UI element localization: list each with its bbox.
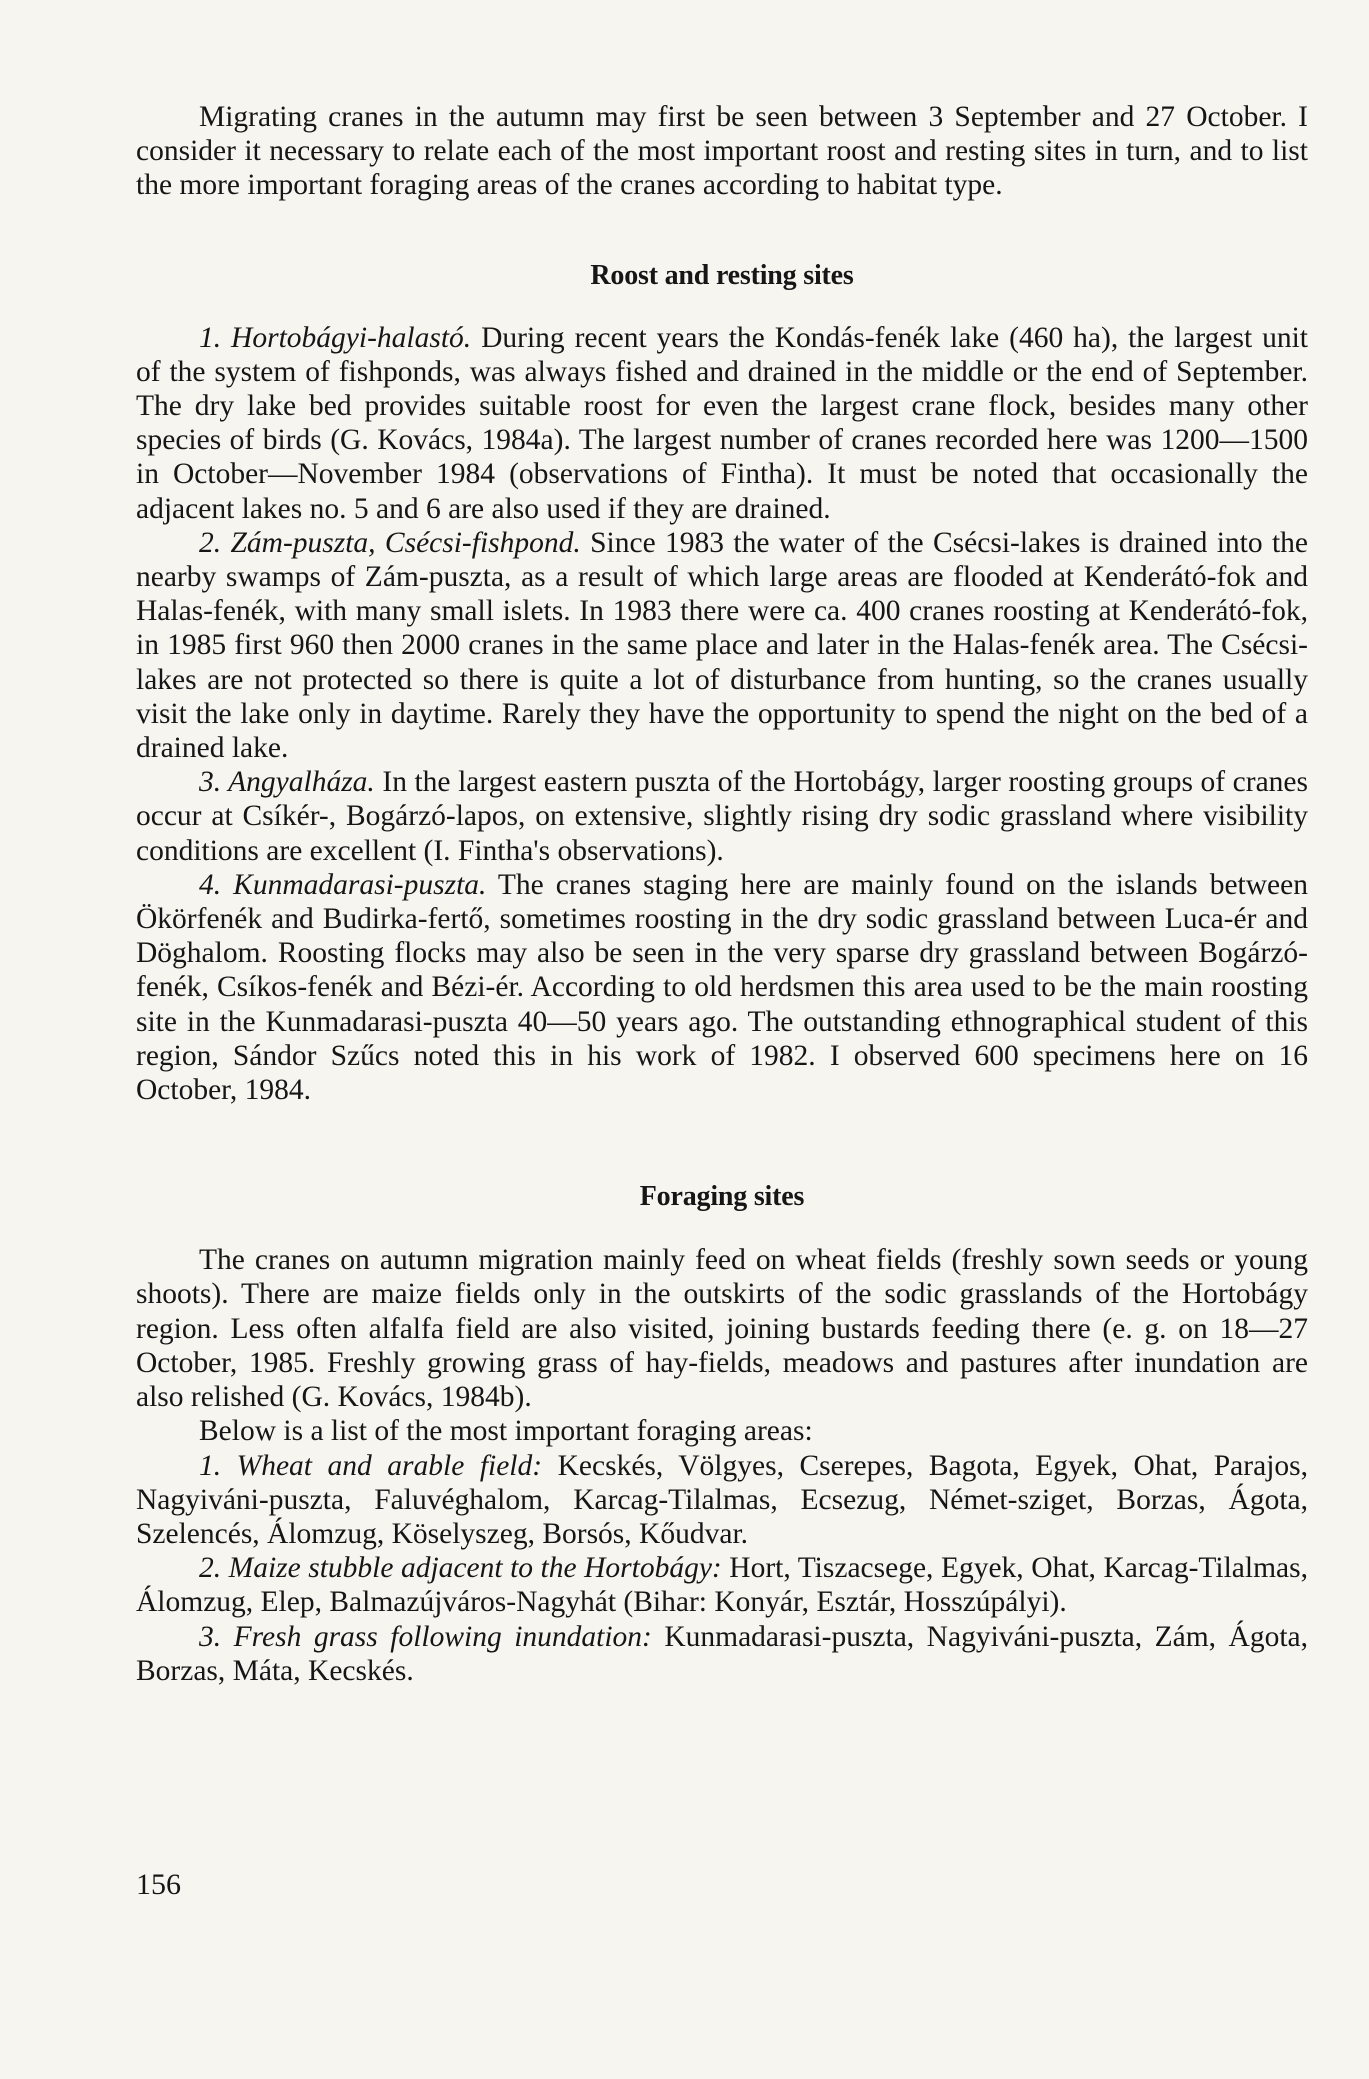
foraging-item-1-text: Kecskés, Völgyes, Cserepes, Bagota, Egyek, Ohat, Parajos, Nagyiváni-puszta, Faluvéghalom, Karcag-Tilalmas, Ecsezug, Német-sziget, Borzas, Ágota, Szelencés, Álomzug, Köselyszeg, Borsós, Kőudvar.	[136, 1449, 1308, 1550]
roost-item-2	[136, 526, 1308, 765]
roost-item-2-lead: 2. Zám-puszta, Csécsi-fishpond.	[199, 526, 581, 559]
foraging-heading: Foraging sites	[639, 1181, 805, 1213]
roost-item-3-text: In the largest eastern puszta of the Hortobágy, larger roosting groups of cranes occur at Csíkér-, Bogárzó-lapos, on extensive, slightly rising dry sodic grassland where visibility conditions are excellent (I. Fintha's observations).	[136, 766, 1308, 867]
foraging-item-3-text: Kunmadarasi-puszta, Nagyiváni-puszta, Zám, Ágota, Borzas, Máta, Kecskés.	[136, 1620, 1308, 1687]
foraging-item-2	[136, 1551, 1308, 1619]
page-number: 156	[136, 1868, 181, 1901]
roost-item-1-lead: 1. Hortobágyi-halastó.	[199, 321, 472, 354]
page-body	[136, 100, 1308, 1688]
foraging-item-3	[136, 1620, 1308, 1688]
roost-item-4-lead: 4. Kunmadarasi-puszta.	[199, 868, 487, 901]
foraging-list-intro: Below is a list of the most important foraging areas:	[199, 1415, 813, 1448]
roost-item-1-text: During recent years the Kondás-fenék lake (460 ha), the largest unit of the system of fishponds, was always fished and drained in the middle or the end of September. The dry lake bed provides suitable roost for even the largest crane flock, besides many other species of birds (G. Kovács, 1984a). The largest number of cranes recorded here was 1200—1500 in October—November 1984 (observations of Fintha). It must be noted that occasionally the adjacent lakes no. 5 and 6 are also used if they are drained.	[136, 321, 1309, 525]
roost-item-4	[136, 868, 1308, 1107]
foraging-item-3-lead: 3. Fresh grass following inundation:	[199, 1620, 652, 1653]
foraging-item-1	[136, 1449, 1308, 1552]
foraging-intro-paragraph: The cranes on autumn migration mainly feed on wheat fields (freshly sown seeds or young shoots). There are maize fields only in the outskirts of the sodic grasslands of the Hortobágy region. Less often alfalfa field are also visited, joining bustards feeding there (e. g. on 18—27 October, 1985. Freshly growing grass of hay-fields, meadows and pastures after inundation are also relished (G. Kovács, 1984b).	[136, 1244, 1308, 1414]
foraging-item-2-lead: 2. Maize stubble adjacent to the Hortobágy:	[199, 1552, 722, 1585]
foraging-item-1-lead: 1. Wheat and arable field:	[199, 1449, 543, 1482]
roost-item-3-lead: 3. Angyalháza.	[199, 766, 375, 799]
roost-item-2-text: Since 1983 the water of the Csécsi-lakes is drained into the nearby swamps of Zám-puszta, as a result of which large areas are flooded at Kenderátó-fok and Halas-fenék, with many small islets. In 1983 there were ca. 400 cranes roosting at Kenderátó-fok, in 1985 first 960 then 2000 cranes in the same place and later in the Halas-fenék area. The Csécsi-lakes are not protected so there is quite a lot of disturbance from hunting, so the cranes usually visit the lake only in daytime. Rarely they have the opportunity to spend the night on the bed of a drained lake.	[136, 526, 1308, 765]
roost-item-4-text: The cranes staging here are mainly found on the islands between Ökörfenék and Budirka-fertő, sometimes roosting in the dry sodic grassland between Luca-ér and Döghalom. Roosting flocks may also be seen in the very sparse dry grassland between Bogárzó-fenék, Csíkos-fenék and Bézi-ér. According to old herdsmen this area used to be the main roosting site in the Kunmadarasi-puszta 40—50 years ago. The outstanding ethnographical student of this region, Sándor Szűcs noted this in his work of 1982. I observed 600 specimens here on 16 October, 1984.	[136, 868, 1308, 1107]
intro-paragraph: Migrating cranes in the autumn may first be seen between 3 September and 27 October. I consider it necessary to relate each of the most important roost and resting sites in turn, and to list the more important foraging areas of the cranes according to habitat type.	[136, 101, 1308, 202]
foraging-item-2-text: Hort, Tiszacsege, Egyek, Ohat, Karcag-Tilalmas, Álomzug, Elep, Balmazújváros-Nagyhát (Bihar: Konyár, Esztár, Hosszúpályi).	[136, 1552, 1308, 1619]
roost-item-3	[136, 765, 1308, 868]
roost-item-1	[136, 321, 1308, 526]
roost-heading: Roost and resting sites	[590, 259, 854, 291]
